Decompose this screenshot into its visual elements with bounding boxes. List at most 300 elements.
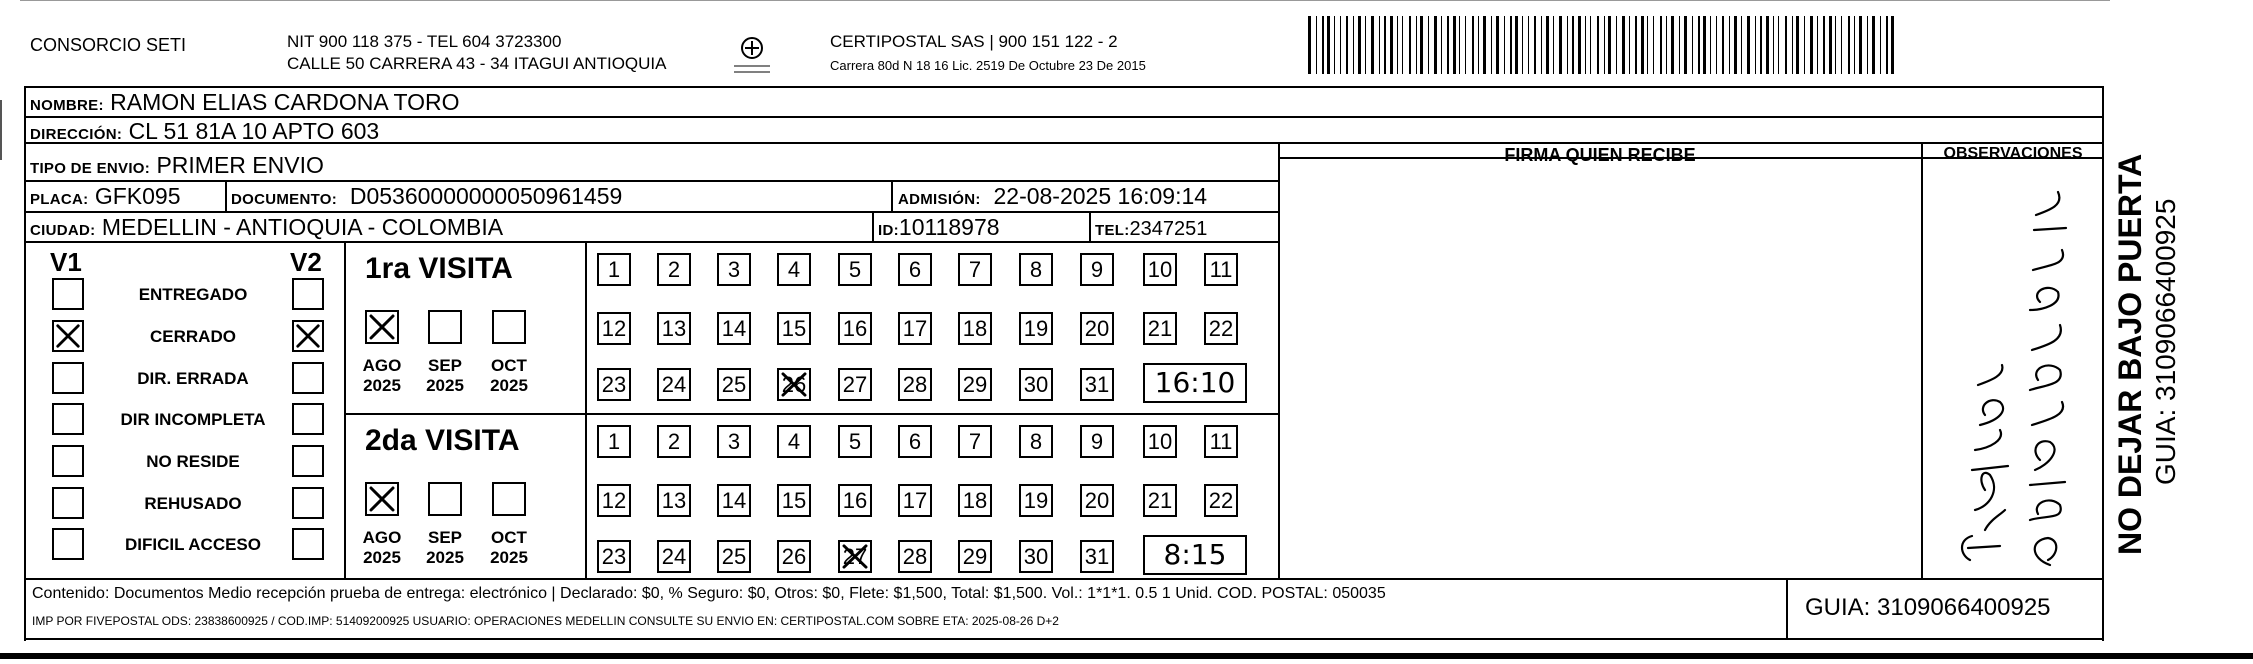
- day-box[interactable]: [838, 484, 872, 517]
- month-checkbox-ago[interactable]: [365, 482, 399, 516]
- month-label: [357, 356, 407, 396]
- day-number: 15: [781, 316, 807, 341]
- month-days-sep: [585, 241, 587, 578]
- day-box[interactable]: [838, 253, 872, 286]
- admision-field: ADMISIÓN: 22-08-2025 16:09:14: [898, 183, 1208, 209]
- month-label: [420, 528, 470, 568]
- barcode-bar: [1597, 16, 1599, 74]
- day-number: 9: [1090, 257, 1104, 282]
- barcode-bar: [1308, 16, 1311, 74]
- day-box[interactable]: [597, 312, 631, 345]
- barcode-bar: [1710, 16, 1711, 74]
- v2-checkbox-6[interactable]: [292, 487, 324, 519]
- day-box[interactable]: [657, 425, 691, 458]
- day-box[interactable]: [717, 540, 751, 573]
- form-bottom-border: [24, 638, 2104, 640]
- day-box[interactable]: [1019, 312, 1053, 345]
- month-name: SEP: [427, 528, 463, 547]
- barcode-bar: [1522, 16, 1523, 74]
- v2-checkbox-4[interactable]: [292, 403, 324, 435]
- barcode-bar: [1785, 16, 1787, 74]
- v1-checkbox-7[interactable]: [52, 528, 84, 560]
- day-number: 26: [781, 372, 807, 397]
- v1-checkbox-1[interactable]: [52, 278, 84, 310]
- day-box[interactable]: [1080, 540, 1114, 573]
- day-box[interactable]: [1019, 540, 1053, 573]
- barcode-bar: [1741, 16, 1742, 74]
- day-box[interactable]: [717, 425, 751, 458]
- day-box[interactable]: [958, 540, 992, 573]
- day-number: 25: [721, 372, 747, 397]
- day-box[interactable]: [657, 484, 691, 517]
- v1-checkbox-6[interactable]: [52, 487, 84, 519]
- day-box[interactable]: [1080, 484, 1114, 517]
- barcode-bar: [1585, 16, 1586, 74]
- day-number: 24: [661, 372, 687, 397]
- nit-line: NIT 900 118 375 - TEL 604 3723300: [287, 32, 562, 51]
- day-number: 25: [721, 544, 747, 569]
- day-number: 14: [721, 316, 747, 341]
- day-number: 14: [721, 488, 747, 513]
- barcode-bar: [1390, 16, 1393, 74]
- day-box[interactable]: [898, 540, 932, 573]
- barcode-bar: [1541, 16, 1542, 74]
- barcode-bar: [1459, 16, 1460, 74]
- barcode-bar: [1496, 16, 1499, 74]
- carrier-line: CERTIPOSTAL SAS | 900 151 122 - 2: [830, 32, 1118, 51]
- month-name: AGO: [362, 356, 402, 375]
- month-label: [484, 356, 534, 396]
- barcode-bar: [1420, 16, 1423, 74]
- visit-time-box[interactable]: 8:15: [1143, 535, 1247, 575]
- day-number: 4: [787, 429, 801, 454]
- status-visit-sep: [344, 241, 346, 578]
- month-label: [484, 528, 534, 568]
- month-name: OCT: [491, 528, 527, 547]
- month-checkbox-sep[interactable]: [428, 482, 462, 516]
- barcode-bar: [1515, 16, 1518, 74]
- day-box[interactable]: [777, 368, 811, 401]
- day-number: 27: [842, 544, 868, 569]
- barcode-bar: [1792, 16, 1793, 74]
- obs-left-line: [1921, 142, 1923, 578]
- day-box[interactable]: [1080, 253, 1114, 286]
- day-box[interactable]: [1143, 484, 1177, 517]
- barcode-bar: [1567, 16, 1568, 74]
- observaciones-handwriting: [1930, 170, 2100, 575]
- day-number: 27: [842, 372, 868, 397]
- day-box[interactable]: [898, 253, 932, 286]
- barcode-bar: [1629, 16, 1630, 74]
- barcode-bar: [1397, 16, 1398, 74]
- form-right-border: [2102, 86, 2104, 641]
- barcode-bar: [1534, 16, 1536, 74]
- barcode-bar: [1716, 16, 1717, 74]
- barcode-bar: [1453, 16, 1456, 74]
- barcode-bar: [1698, 16, 1700, 74]
- day-number: 30: [1023, 372, 1049, 397]
- barcode-bar: [1590, 16, 1591, 74]
- month-year: 2025: [490, 376, 528, 395]
- barcode-bar: [1553, 16, 1554, 74]
- status-label: REHUSADO: [144, 494, 242, 513]
- visit-title: 2da VISITA: [365, 424, 520, 457]
- day-box[interactable]: [597, 425, 631, 458]
- ciudad-id-sep: [872, 211, 874, 241]
- license-line: Carrera 80d N 18 16 Lic. 2519 De Octubre 23 De 2015: [830, 58, 1146, 73]
- barcode-bar: [1428, 16, 1429, 74]
- day-box[interactable]: [958, 425, 992, 458]
- id-field: ID:10118978: [878, 214, 1000, 240]
- day-number: 10: [1147, 257, 1173, 282]
- day-number: 24: [661, 544, 687, 569]
- day-number: 3: [727, 429, 741, 454]
- day-box[interactable]: [717, 368, 751, 401]
- month-name: SEP: [427, 356, 463, 375]
- barcode-bar: [1491, 16, 1492, 74]
- day-number: 17: [902, 488, 928, 513]
- address-line: CALLE 50 CARRERA 43 - 34 ITAGUI ANTIOQUIA: [287, 54, 667, 73]
- footer-guia: GUIA: 3109066400925: [1805, 594, 2051, 621]
- day-box[interactable]: [1143, 425, 1177, 458]
- day-number: 17: [902, 316, 928, 341]
- barcode-bar: [1684, 16, 1687, 74]
- barcode-bar: [1510, 16, 1512, 74]
- v2-label: V2: [290, 247, 322, 277]
- barcode-bar: [1817, 16, 1818, 74]
- barcode-bar: [1316, 16, 1317, 74]
- barcode-bar: [1641, 16, 1644, 74]
- visit-title: 1ra VISITA: [365, 252, 513, 285]
- barcode-bar: [1346, 16, 1348, 74]
- day-number: 18: [962, 488, 988, 513]
- barcode-bar: [1891, 16, 1894, 74]
- status-label: DIFICIL ACCESO: [124, 535, 261, 554]
- barcode-bar: [1734, 16, 1737, 74]
- day-number: 18: [962, 316, 988, 341]
- status-label: NO RESIDE: [146, 452, 240, 471]
- barcode-bar: [1472, 16, 1474, 74]
- barcode-bar: [1829, 16, 1832, 74]
- visit-time-box[interactable]: 16:10: [1143, 363, 1247, 403]
- day-box[interactable]: [1204, 312, 1238, 345]
- v1-checkbox-2[interactable]: [52, 320, 84, 352]
- month-checkbox-sep[interactable]: [428, 310, 462, 344]
- day-number: 10: [1147, 429, 1173, 454]
- barcode-bar: [1823, 16, 1825, 74]
- barcode-bar: [1653, 16, 1654, 74]
- barcode-bar: [1578, 16, 1581, 74]
- day-number: 2: [667, 257, 681, 282]
- month-checkbox-oct[interactable]: [492, 482, 526, 516]
- month-label: [420, 356, 470, 396]
- day-number: 1: [607, 257, 621, 282]
- day-box[interactable]: [838, 540, 872, 573]
- day-number: 12: [601, 488, 627, 513]
- day-number: 20: [1084, 316, 1110, 341]
- day-number: 11: [1209, 257, 1233, 282]
- day-number: 19: [1023, 316, 1049, 341]
- day-number: 6: [908, 257, 922, 282]
- v2-checkbox-7[interactable]: [292, 528, 324, 560]
- day-box[interactable]: [1019, 484, 1053, 517]
- barcode-bar: [1340, 16, 1341, 74]
- footer-guia-sep: [1786, 578, 1788, 638]
- day-number: 8: [1029, 257, 1043, 282]
- day-box[interactable]: [1143, 253, 1177, 286]
- barcode-bar: [1867, 16, 1868, 74]
- day-box[interactable]: [1019, 425, 1053, 458]
- day-box[interactable]: [898, 312, 932, 345]
- day-box[interactable]: [777, 312, 811, 345]
- barcode-bar: [1666, 16, 1667, 74]
- day-box[interactable]: [777, 253, 811, 286]
- day-number: 11: [1209, 429, 1233, 454]
- day-box[interactable]: [1080, 425, 1114, 458]
- month-name: OCT: [491, 356, 527, 375]
- top-edge-line: [20, 0, 2110, 1]
- day-box[interactable]: [958, 484, 992, 517]
- day-number: 13: [661, 488, 687, 513]
- day-number: 5: [848, 429, 862, 454]
- day-number: 5: [848, 257, 862, 282]
- barcode-bar: [1647, 16, 1648, 74]
- month-checkbox-ago[interactable]: [365, 310, 399, 344]
- barcode-bar: [1760, 16, 1762, 74]
- day-box[interactable]: [717, 253, 751, 286]
- barcode-bar: [1559, 16, 1562, 74]
- barcode-bar: [1703, 16, 1706, 74]
- placa-doc-sep: [225, 180, 227, 211]
- left-edge-tick: [0, 100, 2, 160]
- barcode-bar: [1635, 16, 1637, 74]
- day-number: 12: [601, 316, 627, 341]
- barcode-bar: [1358, 16, 1361, 74]
- day-box[interactable]: [657, 368, 691, 401]
- barcode-bar: [1416, 16, 1417, 74]
- day-number: 1: [607, 429, 621, 454]
- day-number: 16: [842, 488, 868, 513]
- v2-checkbox-5[interactable]: [292, 445, 324, 477]
- status-label: CERRADO: [150, 327, 236, 346]
- day-number: 21: [1147, 316, 1173, 341]
- bottom-edge-rule: [0, 653, 2253, 659]
- barcode-bar: [1854, 16, 1855, 74]
- day-number: 19: [1023, 488, 1049, 513]
- firma-left-line: [1278, 142, 1280, 578]
- firma-header: FIRMA QUIEN RECIBE: [1504, 145, 1696, 165]
- day-box[interactable]: [657, 253, 691, 286]
- day-box[interactable]: [1143, 312, 1177, 345]
- barcode-bar: [1402, 16, 1403, 74]
- barcode-bar: [1572, 16, 1574, 74]
- barcode-bar: [1478, 16, 1479, 74]
- day-number: 31: [1084, 544, 1110, 569]
- barcode-bar: [1886, 16, 1888, 74]
- day-number: 21: [1147, 488, 1173, 513]
- day-number: 7: [968, 257, 982, 282]
- v2-checkbox-3[interactable]: [292, 362, 324, 394]
- day-box[interactable]: [958, 253, 992, 286]
- month-year: 2025: [363, 376, 401, 395]
- day-number: 2: [667, 429, 681, 454]
- day-number: 4: [787, 257, 801, 282]
- day-box[interactable]: [777, 425, 811, 458]
- day-box[interactable]: [657, 312, 691, 345]
- barcode-bar: [1434, 16, 1437, 74]
- day-box[interactable]: [777, 540, 811, 573]
- day-number: 3: [727, 257, 741, 282]
- barcode-bar: [1365, 16, 1366, 74]
- day-box[interactable]: [838, 425, 872, 458]
- month-year: 2025: [426, 376, 464, 395]
- id-tel-sep: [1089, 211, 1091, 241]
- certipostal-logo: [730, 32, 774, 76]
- barcode-bar: [1880, 16, 1881, 74]
- day-number: 13: [661, 316, 687, 341]
- barcode-bar: [1755, 16, 1756, 74]
- day-number: 7: [968, 429, 982, 454]
- tel-field: TEL:2347251: [1095, 218, 1208, 240]
- day-number: 31: [1084, 372, 1110, 397]
- barcode-bar: [1465, 16, 1466, 74]
- v1-label: V1: [50, 247, 82, 277]
- barcode-bar: [1353, 16, 1354, 74]
- day-box[interactable]: [838, 368, 872, 401]
- barcode-bar: [1872, 16, 1875, 74]
- barcode-bar: [1848, 16, 1850, 74]
- month-year: 2025: [490, 548, 528, 567]
- barcode-bar: [1379, 16, 1380, 74]
- documento-field: DOCUMENTO: D05360000000050961459: [231, 183, 623, 209]
- day-box[interactable]: [898, 368, 932, 401]
- barcode-bar: [1692, 16, 1693, 74]
- v1-checkbox-5[interactable]: [52, 445, 84, 477]
- form-left-border: [24, 86, 26, 641]
- barcode-bar: [1409, 16, 1411, 74]
- day-box[interactable]: [597, 540, 631, 573]
- status-label: ENTREGADO: [138, 285, 248, 304]
- barcode-bar: [1441, 16, 1442, 74]
- day-box[interactable]: [1204, 253, 1238, 286]
- observaciones-header: OBSERVACIONES: [1943, 145, 2083, 162]
- barcode-bar: [1747, 16, 1750, 74]
- barcode-bar: [1729, 16, 1730, 74]
- v2-checkbox-2[interactable]: [292, 320, 324, 352]
- day-box[interactable]: [958, 312, 992, 345]
- day-box[interactable]: [717, 484, 751, 517]
- barcode-bar: [1322, 16, 1324, 74]
- barcode-bar: [1841, 16, 1842, 74]
- day-box[interactable]: [898, 484, 932, 517]
- day-number: 6: [908, 429, 922, 454]
- barcode-bar: [1835, 16, 1836, 74]
- day-box[interactable]: [958, 368, 992, 401]
- nombre-field: NOMBRE: RAMON ELIAS CARDONA TORO: [30, 89, 460, 115]
- day-box[interactable]: [1204, 425, 1238, 458]
- day-box[interactable]: [1204, 484, 1238, 517]
- barcode-bar: [1327, 16, 1330, 74]
- day-number: 29: [962, 544, 988, 569]
- tipo-envio-field: TIPO DE ENVIO: PRIMER ENVIO: [30, 152, 324, 178]
- barcode-bar: [1528, 16, 1529, 74]
- barcode-bar: [1660, 16, 1662, 74]
- barcode-bar: [1796, 16, 1799, 74]
- month-label: [357, 528, 407, 568]
- ciudad-field: CIUDAD: MEDELLIN - ANTIOQUIA - COLOMBIA: [30, 214, 504, 240]
- day-number: 15: [781, 488, 807, 513]
- day-number: 28: [902, 544, 928, 569]
- barcode-bar: [1722, 16, 1724, 74]
- day-box[interactable]: [1019, 253, 1053, 286]
- barcode-bar: [1622, 16, 1625, 74]
- barcode-bar: [1504, 16, 1505, 74]
- day-number: 23: [601, 544, 627, 569]
- v1-checkbox-4[interactable]: [52, 403, 84, 435]
- day-box[interactable]: [657, 540, 691, 573]
- month-checkbox-oct[interactable]: [492, 310, 526, 344]
- day-number: 22: [1208, 488, 1234, 513]
- month-year: 2025: [363, 548, 401, 567]
- day-box[interactable]: [597, 484, 631, 517]
- day-box[interactable]: [1080, 368, 1114, 401]
- status-label: DIR INCOMPLETA: [120, 410, 266, 429]
- barcode-bar: [1604, 16, 1605, 74]
- direccion-field: DIRECCIÓN: CL 51 81A 10 APTO 603: [30, 118, 380, 144]
- day-number: 23: [601, 372, 627, 397]
- day-box[interactable]: [597, 253, 631, 286]
- barcode-bar: [1859, 16, 1862, 74]
- barcode-bar: [1679, 16, 1680, 74]
- day-box[interactable]: [898, 425, 932, 458]
- day-number: 16: [842, 316, 868, 341]
- day-number: 29: [962, 372, 988, 397]
- barcode-bar: [1384, 16, 1386, 74]
- no-dejar-text: NO DEJAR BAJO PUERTA: [2112, 153, 2148, 555]
- barcode-bar: [1608, 16, 1611, 74]
- barcode-bar: [1334, 16, 1335, 74]
- v1-checkbox-3[interactable]: [52, 362, 84, 394]
- day-number: 28: [902, 372, 928, 397]
- month-name: AGO: [362, 528, 402, 547]
- barcode-bar: [1447, 16, 1449, 74]
- barcode-bar: [1778, 16, 1779, 74]
- day-number: 30: [1023, 544, 1049, 569]
- day-number: 22: [1208, 316, 1234, 341]
- day-box[interactable]: [1080, 312, 1114, 345]
- barcode-bar: [1766, 16, 1769, 74]
- month-year: 2025: [426, 548, 464, 567]
- day-box[interactable]: [717, 312, 751, 345]
- barcode: [1308, 16, 1898, 74]
- doc-adm-sep: [891, 180, 893, 211]
- v2-checkbox-1[interactable]: [292, 278, 324, 310]
- day-box[interactable]: [597, 368, 631, 401]
- footer-sep: [24, 578, 2104, 580]
- company-name: CONSORCIO SETI: [30, 35, 187, 55]
- day-box[interactable]: [1019, 368, 1053, 401]
- footer-contents: Contenido: Documentos Medio recepción prueba de entrega: electrónico | Declarado: $0, % Seguro: $0, Otros: $0, Flete: $1,500, Total: $1,500. Vol.: 1*1*1. 0.5 1 Unid. COD. POSTAL: 050035: [32, 585, 1386, 602]
- day-number: 26: [781, 544, 807, 569]
- visit-sep: [344, 413, 1278, 415]
- day-number: 9: [1090, 429, 1104, 454]
- day-box[interactable]: [777, 484, 811, 517]
- barcode-bar: [1810, 16, 1813, 74]
- day-box[interactable]: [838, 312, 872, 345]
- barcode-bar: [1371, 16, 1374, 74]
- barcode-bar: [1546, 16, 1549, 74]
- barcode-bar: [1671, 16, 1674, 74]
